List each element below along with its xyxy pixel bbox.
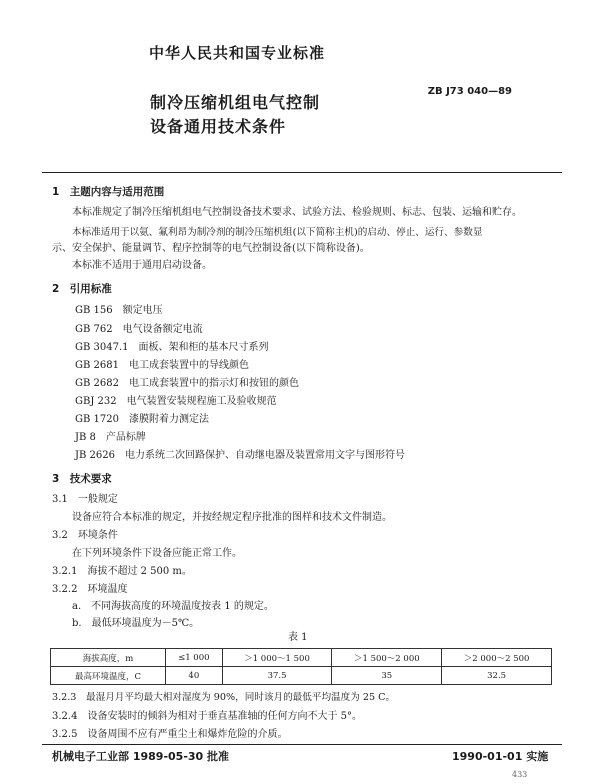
- table-row: [51, 649, 552, 667]
- reference-item: JB 8 产品标牌: [75, 432, 146, 443]
- reference-item: GBJ 232 电气装置安装规程施工及验收规范: [75, 396, 277, 407]
- document-title-line1: 制冷压缩机组电气控制: [150, 93, 321, 112]
- reference-item: GB 762 电气设备额定电流: [75, 324, 203, 335]
- reference-item: GB 1720 漆膜附着力测定法: [75, 414, 209, 425]
- clause-3-2-2-label: 3.2.2 环境温度: [52, 584, 128, 595]
- clause-3-2-2-b: b. 最低环境温度为－5℃。: [72, 618, 200, 629]
- table-cell: 40: [166, 667, 223, 685]
- document-title-line2: 设备通用技术条件: [150, 117, 287, 136]
- reference-item: GB 3047.1 面板、架和柜的基本尺寸系列: [75, 342, 269, 353]
- table-cell: 35: [332, 667, 442, 685]
- table-1: [50, 648, 552, 685]
- table-cell: ＞1 500～2 000: [332, 649, 442, 667]
- effective-date: 1990-01-01 实施: [452, 750, 549, 763]
- section-1-heading: 1 主题内容与适用范围: [52, 186, 165, 198]
- approval-date: 机械电子工业部 1989-05-30 批准: [52, 750, 230, 763]
- header-divider: [42, 172, 562, 173]
- table-cell: ＞2 000～2 500: [442, 649, 552, 667]
- section-1-para2-line2: 示、安全保护、能量调节、程序控制等的电气控制设备(以下简称设备)。: [52, 243, 370, 254]
- footer-divider: [42, 744, 562, 745]
- section-2-heading: 2 引用标准: [52, 283, 112, 295]
- section-1-para3: 本标准不适用于通用启动设备。: [72, 260, 212, 271]
- clause-3-2-2-a: a. 不同海拔高度的环境温度按表 1 的规定。: [72, 601, 274, 612]
- table-cell: 32.5: [442, 667, 552, 685]
- clause-3-1-label: 3.1 一般规定: [52, 494, 118, 505]
- table-caption: 表 1: [288, 632, 308, 643]
- table-cell: 海拔高度，m: [51, 649, 166, 667]
- clause-3-2-text: 在下列环境条件下设备应能正常工作。: [72, 548, 242, 559]
- table-cell: 最高环境温度，C: [51, 667, 166, 685]
- page-number: 433: [512, 770, 528, 779]
- section-3-heading: 3 技术要求: [52, 473, 112, 485]
- clause-3-2-4: 3.2.4 设备安装时的倾斜为相对于垂直基准轴的任何方向不大于 5°。: [52, 711, 362, 722]
- section-1-para2-line1: 本标准适用于以氨、氟利昂为制冷剂的制冷压缩机组(以下简称主机)的启动、停止、运行、参数显: [72, 227, 483, 238]
- table-cell: 37.5: [222, 667, 332, 685]
- clause-3-2-3: 3.2.3 最湿月月平均最大相对湿度为 90%，同时该月的最低平均温度为 25 C。: [52, 692, 396, 703]
- reference-item: GB 2682 电工成套装置中的指示灯和按钮的颜色: [75, 378, 299, 389]
- clause-3-1-text: 设备应符合本标准的规定，并按经规定程序批准的图样和技术文件制造。: [72, 512, 392, 523]
- reference-item: GB 2681 电工成套装置中的导线颜色: [75, 360, 249, 371]
- table-cell: ＞1 000～1 500: [222, 649, 332, 667]
- clause-3-2-5: 3.2.5 设备周围不应有严重尘土和爆炸危险的介质。: [52, 729, 288, 740]
- table-row: [51, 667, 552, 685]
- standard-category: 中华人民共和国专业标准: [149, 44, 326, 62]
- section-1-para1: 本标准规定了制冷压缩机组电气控制设备技术要求、试验方法、检验规则、标志、包装、运输和贮存。: [72, 207, 522, 218]
- clause-3-2-1: 3.2.1 海拔不超过 2 500 m。: [52, 566, 192, 577]
- table-cell: ≤1 000: [166, 649, 223, 667]
- standard-code: ZB J73 040—89: [427, 86, 512, 97]
- reference-item: JB 2626 电力系统二次回路保护、自动继电器及装置常用文字与图形符号: [75, 450, 405, 461]
- reference-item: GB 156 额定电压: [75, 305, 163, 316]
- clause-3-2-label: 3.2 环境条件: [52, 530, 118, 541]
